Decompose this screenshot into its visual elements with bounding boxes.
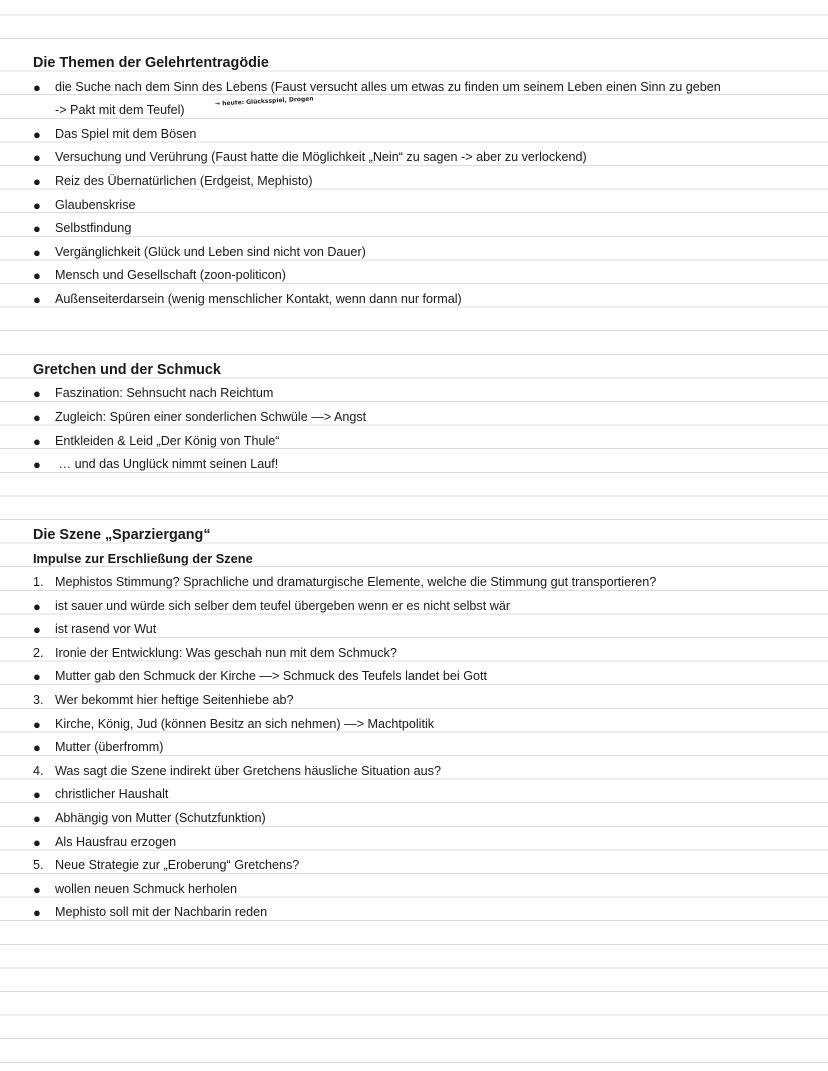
list-item (33, 807, 793, 831)
bullet-icon: ● (33, 740, 41, 756)
bullet-icon: ● (33, 386, 41, 402)
list-item-text: Mensch und Gesellschaft (zoon-politicon) (55, 268, 286, 283)
section-title-gelehrtentragoedie: Die Themen der Gelehrtentragödie (33, 55, 269, 71)
question-number: 1. (33, 575, 44, 590)
bullet-icon: ● (33, 197, 41, 213)
list-item (33, 595, 793, 619)
question-text: Was sagt die Szene indirekt über Gretchens häusliche Situation aus? (55, 763, 441, 778)
list-item-text: Entkleiden & Leid „Der König von Thule“ (55, 433, 280, 448)
section-subtitle: Impulse zur Erschließung der Szene (33, 551, 253, 567)
list-item (33, 288, 793, 312)
section-title-sparziergang: Die Szene „Sparziergang“ (33, 526, 211, 543)
list-item-text: wollen neuen Schmuck herholen (55, 881, 238, 896)
handwritten-note: → heute: Glücksspiel, Drogen (214, 95, 314, 108)
list-item (33, 430, 793, 454)
question-item (33, 689, 793, 713)
list-item-text: Abhängig von Mutter (Schutzfunktion) (55, 811, 266, 825)
list-item-text: -> Pakt mit dem Teufel) (55, 103, 185, 118)
list-item (33, 713, 793, 737)
list-item (33, 217, 793, 241)
bullet-icon: ● (33, 409, 41, 425)
list-item-text: Reiz des Übernatürlichen (Erdgeist, Mephisto) (55, 173, 313, 188)
blank-line (33, 335, 793, 359)
notes-content (33, 52, 793, 925)
list-item-text: Mutter gab den Schmuck der Kirche —> Schmuck des Teufels landet bei Gott (55, 669, 488, 684)
question-text: Neue Strategie zur „Eroberung“ Gretchens? (55, 858, 300, 873)
list-item (33, 123, 793, 147)
bullet-icon: ● (33, 787, 41, 803)
list-item (33, 382, 793, 406)
list-item (33, 76, 793, 100)
list-item (33, 618, 793, 642)
list-item-text: Faszination: Sehnsucht nach Reichtum (55, 386, 274, 401)
list-item (33, 194, 793, 218)
question-text: Mephistos Stimmung? Sprachliche und dramaturgische Elemente, welche die Stimmung gut transportieren? (55, 575, 657, 590)
list-item-text: Kirche, König, Jud (können Besitz an sich nehmen) —> Machtpolitik (55, 716, 435, 731)
bullet-icon: ● (33, 291, 41, 307)
question-text: Ironie der Entwicklung: Was geschah nun mit dem Schmuck? (55, 645, 397, 660)
blank-line (33, 500, 793, 524)
list-item-text: Mutter (überfromm) (55, 740, 164, 755)
list-item (33, 406, 793, 430)
bullet-icon: ● (33, 221, 41, 237)
list-item-text: Selbstfindung (55, 221, 132, 236)
list-item-text: ist rasend vor Wut (55, 622, 157, 637)
list-item-text: Das Spiel mit dem Bösen (55, 126, 197, 141)
list-item (33, 264, 793, 288)
list-item-text: Vergänglichkeit (Glück und Leben sind nicht von Dauer) (55, 244, 366, 259)
question-item (33, 854, 793, 878)
blank-line (33, 477, 793, 501)
list-item-text: … und das Unglück nimmt seinen Lauf! (55, 457, 279, 472)
bullet-icon: ● (33, 126, 41, 142)
blank-line (33, 312, 793, 336)
list-item-text: Mephisto soll mit der Nachbarin reden (55, 905, 268, 920)
bullet-icon: ● (33, 433, 41, 449)
section-title-gretchen-schmuck: Gretchen und der Schmuck (33, 361, 221, 378)
question-item (33, 571, 793, 595)
question-number: 5. (33, 858, 44, 873)
bullet-icon: ● (33, 811, 41, 826)
list-item (33, 783, 793, 807)
question-text: Wer bekommt hier heftige Seitenhiebe ab? (55, 693, 294, 708)
question-item (33, 760, 793, 784)
list-item-text: Als Hausfrau erzogen (55, 834, 177, 849)
bullet-icon: ● (33, 716, 41, 732)
list-item-continuation (33, 95, 793, 123)
bullet-icon: ● (33, 669, 41, 685)
bullet-icon: ● (33, 150, 41, 166)
bullet-icon: ● (33, 834, 41, 850)
list-item (33, 831, 793, 855)
bullet-icon: ● (33, 268, 41, 284)
list-item (33, 453, 793, 477)
list-item-text: Versuchung und Verührung (Faust hatte die Möglichkeit „Nein“ zu sagen -> aber zu verlockend) (55, 150, 587, 165)
bullet-icon: ● (33, 881, 41, 897)
bullet-icon: ● (33, 457, 41, 473)
bullet-icon: ● (33, 905, 41, 921)
list-item-text: Zugleich: Spüren einer sonderlichen Schwüle —> Angst (55, 409, 367, 424)
list-item (33, 736, 793, 760)
list-item-text: Außenseiterdarsein (wenig menschlicher Kontakt, wenn dann nur formal) (55, 291, 462, 306)
bullet-icon: ● (33, 598, 41, 614)
bullet-icon: ● (33, 173, 41, 189)
question-number: 3. (33, 693, 44, 708)
list-item (33, 901, 793, 925)
list-item-text: die Suche nach dem Sinn des Lebens (Faust versucht alles um etwas zu finden um seinem Leben einen Sinn zu geben (55, 79, 721, 94)
list-item (33, 665, 793, 689)
list-item (33, 146, 793, 170)
bullet-icon: ● (33, 244, 41, 260)
list-item (33, 241, 793, 265)
bullet-icon: ● (33, 622, 41, 638)
question-number: 2. (33, 645, 44, 660)
list-item-text: Glaubenskrise (55, 197, 136, 212)
question-number: 4. (33, 763, 44, 778)
list-item-text: ist sauer und würde sich selber dem teufel übergeben wenn er es nicht selbst wär (55, 598, 511, 613)
list-item (33, 878, 793, 902)
bullet-icon: ● (33, 79, 41, 95)
question-item (33, 642, 793, 666)
list-item-text: christlicher Haushalt (55, 787, 169, 802)
list-item (33, 170, 793, 194)
